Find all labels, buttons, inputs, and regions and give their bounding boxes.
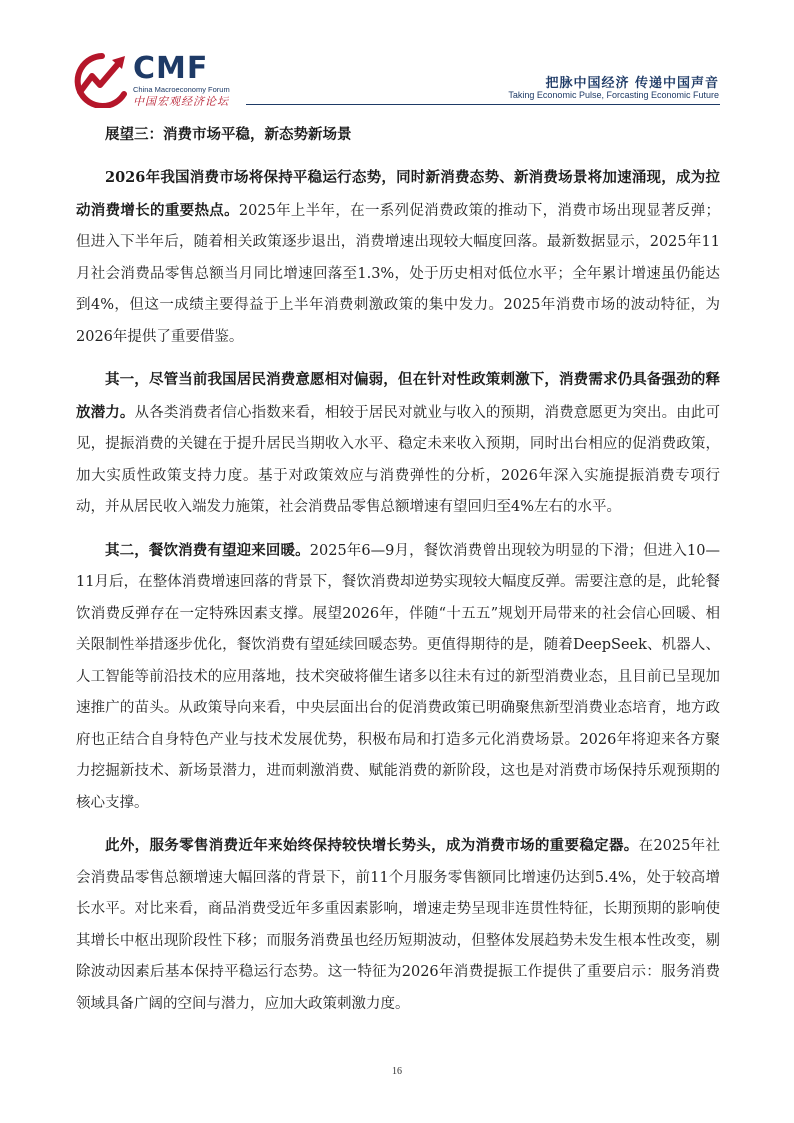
paragraph-lead: 其二，餐饮消费有望迎来回暖。 — [105, 541, 310, 559]
paragraph-lead: 2026年我国消费市场将保持平稳运行态势，同时新消费态势、新消费场景将加速涌现，成为拉动消费增长的重要热点。 — [76, 169, 720, 219]
page-number: 16 — [392, 1066, 402, 1077]
header-divider — [246, 104, 720, 105]
brand-chinese-name: 中国宏观经济论坛 — [133, 95, 229, 108]
brand-name: CMF — [133, 51, 209, 86]
paragraph-body: 2025年上半年，在一系列促消费政策的推动下，消费市场出现显著反弹；但进入下半年后，随着相关政策逐步退出，消费增速出现较大幅度回落。最新数据显示，2025年11月社会消费品零售总额当月同比增速回落至1.3%，处于历史相对低位水平；全年累计增速虽仍能达到4%，但这一成绩主要得益于上半年消费刺激政策的集中发力。2025年消费市场的波动特征，为2026年提供了重要借鉴。 — [76, 202, 721, 345]
cmf-logo-icon — [72, 52, 132, 108]
paragraph — [76, 364, 720, 524]
brand-english-name: China Macroeconomy Forum — [133, 85, 230, 94]
paragraph-lead: 其一，尽管当前我国居民消费意愿相对偏弱，但在针对性政策刺激下，消费需求仍具备强劲的释放潜力。 — [76, 371, 720, 421]
paragraph — [76, 535, 720, 820]
paragraph-lead: 此外，服务零售消费近年来始终保持较快增长势头，成为消费市场的重要稳定器。 — [105, 837, 639, 854]
page-content — [76, 120, 720, 1031]
paragraph — [76, 162, 720, 353]
paragraph-body: 2025年6—9月，餐饮消费曾出现较为明显的下滑；但进入10—11月后，在整体消费增速回落的背景下，餐饮消费却逆势实现较大幅度反弹。需要注意的是，此轮餐饮消费反弹存在一定特殊因素支撑。展望2026年，伴随“十五五”规划开局带来的社会信心回暖、相关限制性举措逐步优化，餐饮消费有望延续回暖态势。更值得期待的是，随着DeepSeek、机器人、人工智能等前沿技术的应用落地，技术突破将催生诸多以往未有过的新型消费业态，且目前已呈现加速推广的苗头。从政策导向来看，中央层面出台的促消费政策已明确聚焦新型消费业态培育，地方政府也正结合自身特色产业与技术发展优势，积极布局和打造多元化消费场景。2026年将迎来各方聚力挖掘新技术、新场景潜力，进而刺激消费、赋能消费的新阶段，这也是对消费市场保持乐观预期的核心支撑。 — [76, 542, 720, 811]
brand-block — [133, 51, 230, 109]
paragraph-body: 从各类消费者信心指数来看，相较于居民对就业与收入的预期，消费意愿更为突出。由此可见，提振消费的关键在于提升居民当期收入水平、稳定未来收入预期，同时出台相应的促消费政策，加大实质性政策支持力度。基于对政策效应与消费弹性的分析，2026年深入实施提振消费专项行动，并从居民收入端发力施策，社会消费品零售总额增速有望回归至4%左右的水平。 — [76, 404, 721, 515]
slogan-english: Taking Economic Pulse, Forcasting Economic Future — [508, 90, 719, 100]
paragraph — [76, 830, 720, 1020]
page-header — [0, 0, 794, 110]
slogan-chinese: 把脉中国经济 传递中国声音 — [545, 76, 719, 91]
section-title: 展望三：消费市场平稳，新态势新场景 — [105, 126, 352, 143]
paragraph-body: 在2025年社会消费品零售总额增速大幅回落的背景下，前11个月服务零售额同比增速仍达到5.4%，处于较高增长水平。对比来看，商品消费受近年多重因素影响，增速走势呈现非连贯性特征，长期预期的影响使其增长中枢出现阶段性下移；而服务消费虽也经历短期波动，但整体发展趋势未发生根本性改变，剔除波动因素后基本保持平稳运行态势。这一特征为2026年消费提振工作提供了重要启示：服务消费领域具备广阔的空间与潜力，应加大政策刺激力度。 — [76, 838, 720, 1012]
